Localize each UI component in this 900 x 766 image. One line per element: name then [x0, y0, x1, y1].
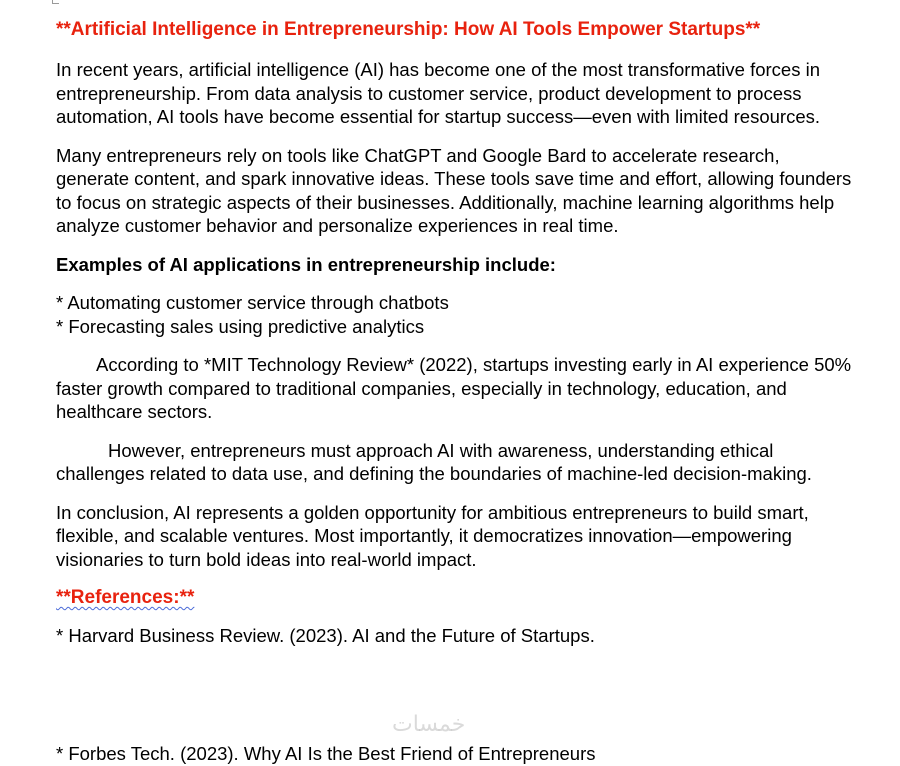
tools-paragraph: Many entrepreneurs rely on tools like ChatGPT and Google Bard to accelerate research, generate content, and spark innovative ideas. These tools save time and effort, allowing founders to focus on strategic aspects of their businesses. Additionally, machine learning algorithms help analyze customer behavior and personalize experiences in real time.: [56, 144, 852, 236]
margin-corner-mark: [52, 0, 59, 4]
reference-item: * Harvard Business Review. (2023). AI and the Future of Startups.: [56, 625, 595, 646]
document-body: [56, 18, 856, 662]
list-item: * Forecasting sales using predictive analytics: [56, 315, 425, 337]
conclusion-paragraph: In conclusion, AI represents a golden opportunity for ambitious entrepreneurs to build smart, flexible, and scalable ventures. Most importantly, it democratizes innovation—empowering visionaries to turn bold ideas into real-world impact.: [56, 501, 809, 570]
mit-paragraph: According to *MIT Technology Review* (2022), startups investing early in AI experience 50% faster growth compared to traditional companies, especially in technology, education, and healthcare sectors.: [56, 354, 852, 422]
watermark-logo: خمسات: [392, 712, 466, 737]
references-heading: **References:**: [56, 587, 195, 608]
reference-item-partial: * Forbes Tech. (2023). Why AI Is the Best Friend of Entrepreneurs: [56, 743, 596, 764]
intro-paragraph: In recent years, artificial intelligence (AI) has become one of the most transformative forces in entrepreneurship. From data analysis to customer service, product development to process automation, AI tools have become essential for startup success—even with limited resources.: [56, 59, 821, 127]
examples-heading: Examples of AI applications in entrepreneurship include:: [56, 253, 556, 275]
list-item: * Automating customer service through chatbots: [56, 292, 449, 313]
document-title: **Artificial Intelligence in Entrepreneurship: How AI Tools Empower Startups**: [56, 19, 761, 40]
ethics-paragraph: However, entrepreneurs must approach AI with awareness, understanding ethical challenges related to data use, and defining the boundaries of machine-led decision-making.: [56, 439, 812, 484]
examples-list: [56, 291, 856, 338]
